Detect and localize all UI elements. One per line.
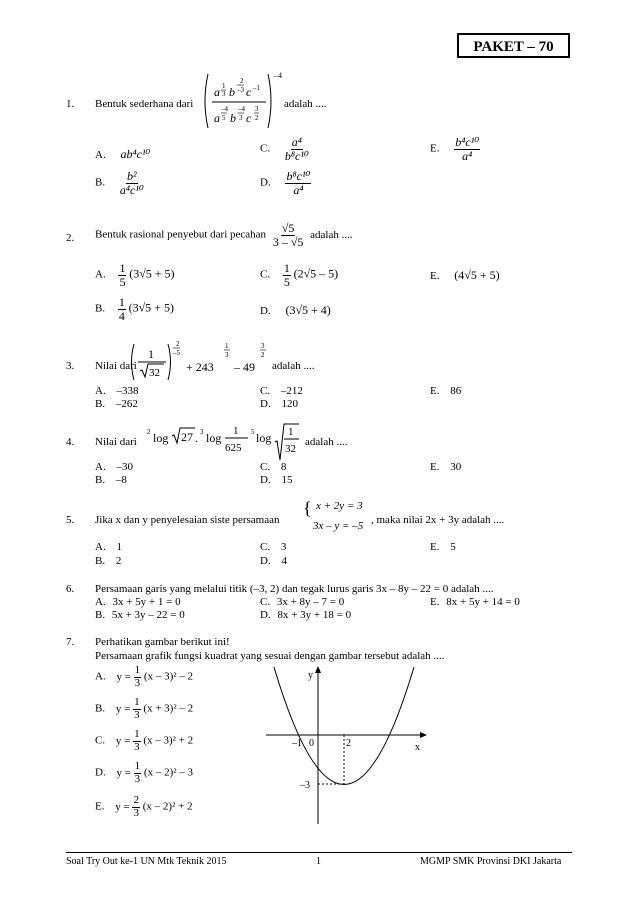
svg-text:1: 1 — [233, 425, 239, 437]
svg-text:log: log — [153, 431, 169, 445]
option-label: D. — [260, 305, 271, 317]
footer-divider — [66, 852, 572, 853]
q4-option-e[interactable] — [430, 461, 461, 473]
option-text: (3√5 + 5) — [128, 300, 174, 315]
q1-option-d[interactable] — [260, 170, 311, 196]
q6-option-a[interactable] — [95, 596, 181, 608]
option-label: C. — [95, 734, 106, 747]
y-axis-label: y — [308, 670, 313, 681]
svg-text:1: 1 — [225, 342, 229, 350]
option-label: B. — [95, 474, 106, 486]
q2-stem-row — [95, 222, 353, 248]
svg-text:3: 3 — [225, 351, 229, 359]
fraction-numerator: b² — [126, 169, 137, 183]
option-label: A. — [95, 385, 106, 397]
option-text: –338 — [116, 385, 139, 397]
option-label: B. — [95, 609, 106, 621]
fraction-denominator: 4 — [118, 308, 125, 323]
svg-text:1: 1 — [222, 82, 226, 90]
q7-number: 7. — [66, 636, 75, 648]
option-text: (3√5 + 5) — [129, 266, 175, 281]
option-label: E. — [430, 541, 440, 553]
option-text: ab⁴c¹⁰ — [120, 147, 151, 161]
q3-option-e[interactable] — [430, 385, 461, 397]
option-label: A. — [95, 541, 106, 553]
option-prefix: y = — [115, 702, 131, 715]
svg-text:3: 3 — [261, 342, 265, 350]
option-text: –212 — [280, 385, 303, 397]
option-label: E. — [430, 142, 440, 155]
option-label: D. — [260, 555, 271, 567]
q5-option-e[interactable] — [430, 541, 456, 553]
option-label: E. — [430, 461, 440, 473]
q7-option-c[interactable] — [95, 729, 193, 753]
q5-equation-2: 3x – y = –5 — [313, 520, 364, 532]
fraction-denominator: 3 — [134, 708, 140, 721]
svg-text:a: a — [214, 85, 220, 99]
option-label: B. — [95, 702, 106, 715]
footer-page-number: 1 — [316, 856, 321, 867]
q2-suffix: adalah .... — [310, 228, 353, 241]
option-label: C. — [260, 385, 271, 397]
q6-stem: Persamaan garis yang melalui titik (–3, 2) dan tegak lurus garis 3x – 8y – 22 = 0 adalah .... — [95, 583, 494, 595]
fraction-numerator: 1 — [134, 760, 141, 772]
svg-text:a: a — [214, 111, 220, 125]
q4-number: 4. — [66, 436, 75, 448]
q4-stem: Nilai dari — [95, 436, 137, 448]
option-text: –30 — [116, 461, 133, 473]
fraction-denominator: a⁴ — [293, 182, 304, 197]
q4-option-b[interactable] — [95, 474, 127, 486]
svg-text:b: b — [229, 85, 235, 99]
option-label: C. — [260, 268, 271, 281]
fraction-numerator: 1 — [283, 261, 290, 275]
option-text: (x – 3)² + 2 — [143, 734, 194, 747]
option-label: E. — [430, 596, 440, 608]
option-text: (4√5 + 5) — [454, 268, 500, 282]
tick-label-neg3: –3 — [300, 780, 310, 791]
option-label: B. — [95, 302, 106, 315]
fraction-numerator: a⁴ — [291, 135, 302, 149]
option-text: 8 — [280, 461, 287, 473]
option-text: 3x + 5y + 1 = 0 — [112, 596, 181, 608]
fraction-numerator: 1 — [134, 728, 140, 740]
svg-text:5: 5 — [251, 428, 255, 436]
fraction-denominator: 3 – √5 — [272, 234, 304, 249]
svg-text:–4: –4 — [221, 105, 228, 113]
fraction-numerator: b⁸c¹⁰ — [286, 169, 311, 183]
fraction-denominator: 3 — [134, 676, 141, 689]
q3-number: 3. — [66, 360, 75, 372]
tick-label-neg1: –1 — [292, 738, 302, 749]
option-label: C. — [260, 142, 271, 155]
fraction-denominator: a⁴ — [462, 148, 473, 163]
option-text: 86 — [450, 385, 462, 397]
svg-text:c: c — [246, 111, 252, 125]
q5-suffix: , maka nilai 2x + 3y adalah .... — [371, 514, 505, 526]
q1-option-c[interactable] — [260, 136, 309, 162]
q6-option-c[interactable] — [260, 596, 344, 608]
option-text: 4 — [281, 555, 287, 567]
svg-text:3: 3 — [222, 90, 226, 98]
q5-number: 5. — [66, 514, 75, 526]
option-label: A. — [95, 149, 106, 161]
q5-equation-1: x + 2y = 3 — [316, 500, 363, 512]
q6-number: 6. — [66, 583, 75, 595]
system-brace: { — [303, 498, 312, 518]
fraction-denominator: 5 — [119, 274, 126, 289]
y-axis-arrow — [315, 666, 321, 673]
q4-suffix: adalah .... — [305, 436, 348, 448]
q3-option-b[interactable] — [95, 398, 138, 410]
option-label: D. — [95, 766, 106, 779]
fraction-denominator: 3 — [134, 740, 140, 753]
option-prefix: y = — [116, 670, 131, 683]
option-label: B. — [95, 398, 106, 410]
q5-option-b[interactable] — [95, 555, 121, 567]
option-text: (2√5 – 5) — [293, 266, 339, 281]
q4-option-d[interactable] — [260, 474, 292, 486]
option-label: A. — [95, 596, 106, 608]
q7-option-e[interactable] — [95, 795, 193, 819]
q5-option-d[interactable] — [260, 555, 287, 567]
option-label: D. — [260, 398, 271, 410]
svg-text:.: . — [195, 431, 198, 445]
svg-text:2: 2 — [261, 351, 265, 359]
q3-fraction-expression — [128, 338, 188, 386]
svg-text:1: 1 — [288, 426, 294, 438]
option-text: 15 — [281, 474, 293, 486]
footer-right: MGMP SMK Provinsi DKI Jakarta — [420, 856, 562, 867]
fraction-denominator: 3 — [134, 772, 141, 785]
q7-line1: Perhatikan gambar berikut ini! — [95, 636, 230, 648]
option-label: E. — [430, 270, 440, 282]
paket-label: PAKET – 70 — [457, 33, 570, 58]
q7-option-a[interactable] — [95, 665, 193, 689]
svg-text:2: 2 — [147, 428, 151, 436]
q3-term-243: + 243 — [186, 360, 214, 374]
q3-exponent-one-third — [222, 342, 234, 362]
svg-text:3: 3 — [200, 428, 204, 436]
option-label: E. — [95, 800, 105, 813]
option-label: C. — [260, 541, 271, 553]
svg-text:32: 32 — [285, 443, 296, 455]
q5-option-a[interactable] — [95, 541, 122, 553]
option-label: A. — [95, 268, 106, 281]
q2-option-b[interactable] — [95, 296, 174, 322]
fraction-denominator: a⁴c¹⁰ — [119, 182, 144, 197]
svg-text:–3: –3 — [237, 86, 244, 94]
q6-option-e[interactable] — [430, 596, 520, 608]
option-text: 5x + 3y – 22 = 0 — [111, 609, 185, 621]
q3-option-d[interactable] — [260, 398, 298, 410]
q7-option-b[interactable] — [95, 697, 193, 721]
svg-text:–4: –4 — [238, 105, 245, 113]
svg-text:625: 625 — [225, 442, 242, 454]
fraction-numerator: b⁴c¹⁰ — [455, 135, 480, 149]
svg-text:27: 27 — [181, 430, 193, 444]
q7-option-d[interactable] — [95, 761, 193, 785]
svg-text:1: 1 — [148, 347, 154, 361]
option-text: –8 — [115, 474, 127, 486]
svg-text:log: log — [206, 431, 222, 445]
tick-label-2: 2 — [346, 738, 351, 749]
q4-log-expression — [145, 420, 305, 466]
option-text: (x + 3)² – 2 — [143, 702, 194, 715]
option-text: (x – 2)² + 2 — [142, 800, 193, 813]
fraction-denominator: 5 — [283, 274, 290, 289]
q2-number: 2. — [66, 232, 75, 244]
option-text: (3√5 + 4) — [285, 303, 331, 317]
svg-text:–1: –1 — [253, 84, 260, 92]
q2-option-e[interactable] — [430, 268, 500, 283]
q2-stem: Bentuk rasional penyebut dari pecahan — [95, 228, 267, 241]
option-text: 2 — [115, 555, 122, 567]
option-label: D. — [260, 609, 271, 621]
option-label: A. — [95, 461, 106, 473]
q2-option-d[interactable] — [260, 303, 331, 318]
option-text: 8x + 5y + 14 = 0 — [446, 596, 520, 608]
x-axis-label: x — [415, 742, 420, 753]
option-text: 120 — [281, 398, 298, 410]
parabola-graph — [262, 664, 432, 829]
q4-option-a[interactable] — [95, 461, 133, 473]
option-text: 8x + 3y + 18 = 0 — [277, 609, 352, 621]
fraction-numerator: 1 — [118, 295, 125, 309]
svg-text:32: 32 — [149, 367, 160, 379]
q4-option-c[interactable] — [260, 461, 286, 473]
svg-text:2: 2 — [255, 114, 259, 122]
option-label: A. — [95, 670, 106, 683]
q6-option-d[interactable] — [260, 609, 351, 621]
option-text: 3x + 8y – 7 = 0 — [276, 596, 345, 608]
option-label: B. — [95, 555, 106, 567]
svg-text:b: b — [230, 111, 236, 125]
svg-text:–4: –4 — [274, 71, 282, 80]
option-label: D. — [260, 474, 271, 486]
fraction-numerator: 2 — [133, 794, 139, 806]
q7-line2: Persamaan grafik fungsi kuadrat yang sesuai dengan gambar tersebut adalah .... — [95, 650, 445, 662]
q1-option-e[interactable] — [430, 136, 480, 162]
footer-left: Soal Try Out ke-1 UN Mtk Teknik 2015 — [66, 856, 227, 867]
option-text: (x – 3)² – 2 — [143, 670, 194, 683]
q1-number: 1. — [66, 98, 75, 110]
option-text: –262 — [115, 398, 138, 410]
tick-label-0: 0 — [309, 738, 314, 749]
option-prefix: y = — [116, 766, 131, 779]
svg-text:2: 2 — [240, 77, 244, 85]
fraction-denominator: b⁸c¹⁰ — [284, 148, 309, 163]
svg-text:3: 3 — [239, 114, 243, 122]
option-text: 1 — [116, 541, 122, 553]
q1-option-b[interactable] — [95, 170, 144, 196]
fraction-numerator: 1 — [134, 664, 141, 676]
svg-text:–5: –5 — [173, 349, 180, 357]
q5-option-c[interactable] — [260, 541, 286, 553]
q1-suffix: adalah .... — [284, 98, 327, 110]
option-label: E. — [430, 385, 440, 397]
q6-option-b[interactable] — [95, 609, 185, 621]
q3-exponent-three-halves — [258, 342, 270, 362]
q2-option-c[interactable] — [260, 262, 338, 288]
q3-option-c[interactable] — [260, 385, 303, 397]
q1-stem: Bentuk sederhana dari — [95, 98, 194, 110]
fraction-numerator: √5 — [281, 221, 295, 235]
option-text: (x – 2)² – 3 — [143, 766, 194, 779]
parabola-curve — [274, 667, 414, 785]
svg-text:log: log — [256, 431, 272, 445]
q5-stem: Jika x dan y penyelesaian siste persamaan — [95, 514, 280, 526]
option-label: C. — [260, 461, 271, 473]
svg-text:3: 3 — [255, 105, 259, 113]
svg-text:c: c — [246, 85, 252, 99]
option-prefix: y = — [115, 734, 131, 747]
option-label: C. — [260, 596, 271, 608]
option-prefix: y = — [115, 800, 130, 813]
q1-option-a[interactable] — [95, 147, 150, 162]
option-label: D. — [260, 176, 271, 189]
svg-text:5: 5 — [222, 114, 226, 122]
option-text: 3 — [280, 541, 287, 553]
option-label: B. — [95, 176, 106, 189]
q3-suffix: adalah .... — [272, 360, 315, 372]
q3-stem: Nilai dari — [95, 360, 137, 372]
fraction-denominator: 3 — [133, 806, 139, 819]
q3-term-49: – 49 — [234, 360, 255, 374]
x-axis-arrow — [420, 732, 427, 738]
q1-expression — [200, 66, 290, 136]
q3-option-a[interactable] — [95, 385, 138, 397]
fraction-numerator: 1 — [119, 261, 126, 275]
fraction-numerator: 1 — [134, 696, 140, 708]
option-text: 5 — [450, 541, 456, 553]
svg-text:2: 2 — [176, 340, 180, 348]
q2-option-a[interactable] — [95, 262, 175, 288]
option-text: 30 — [450, 461, 462, 473]
